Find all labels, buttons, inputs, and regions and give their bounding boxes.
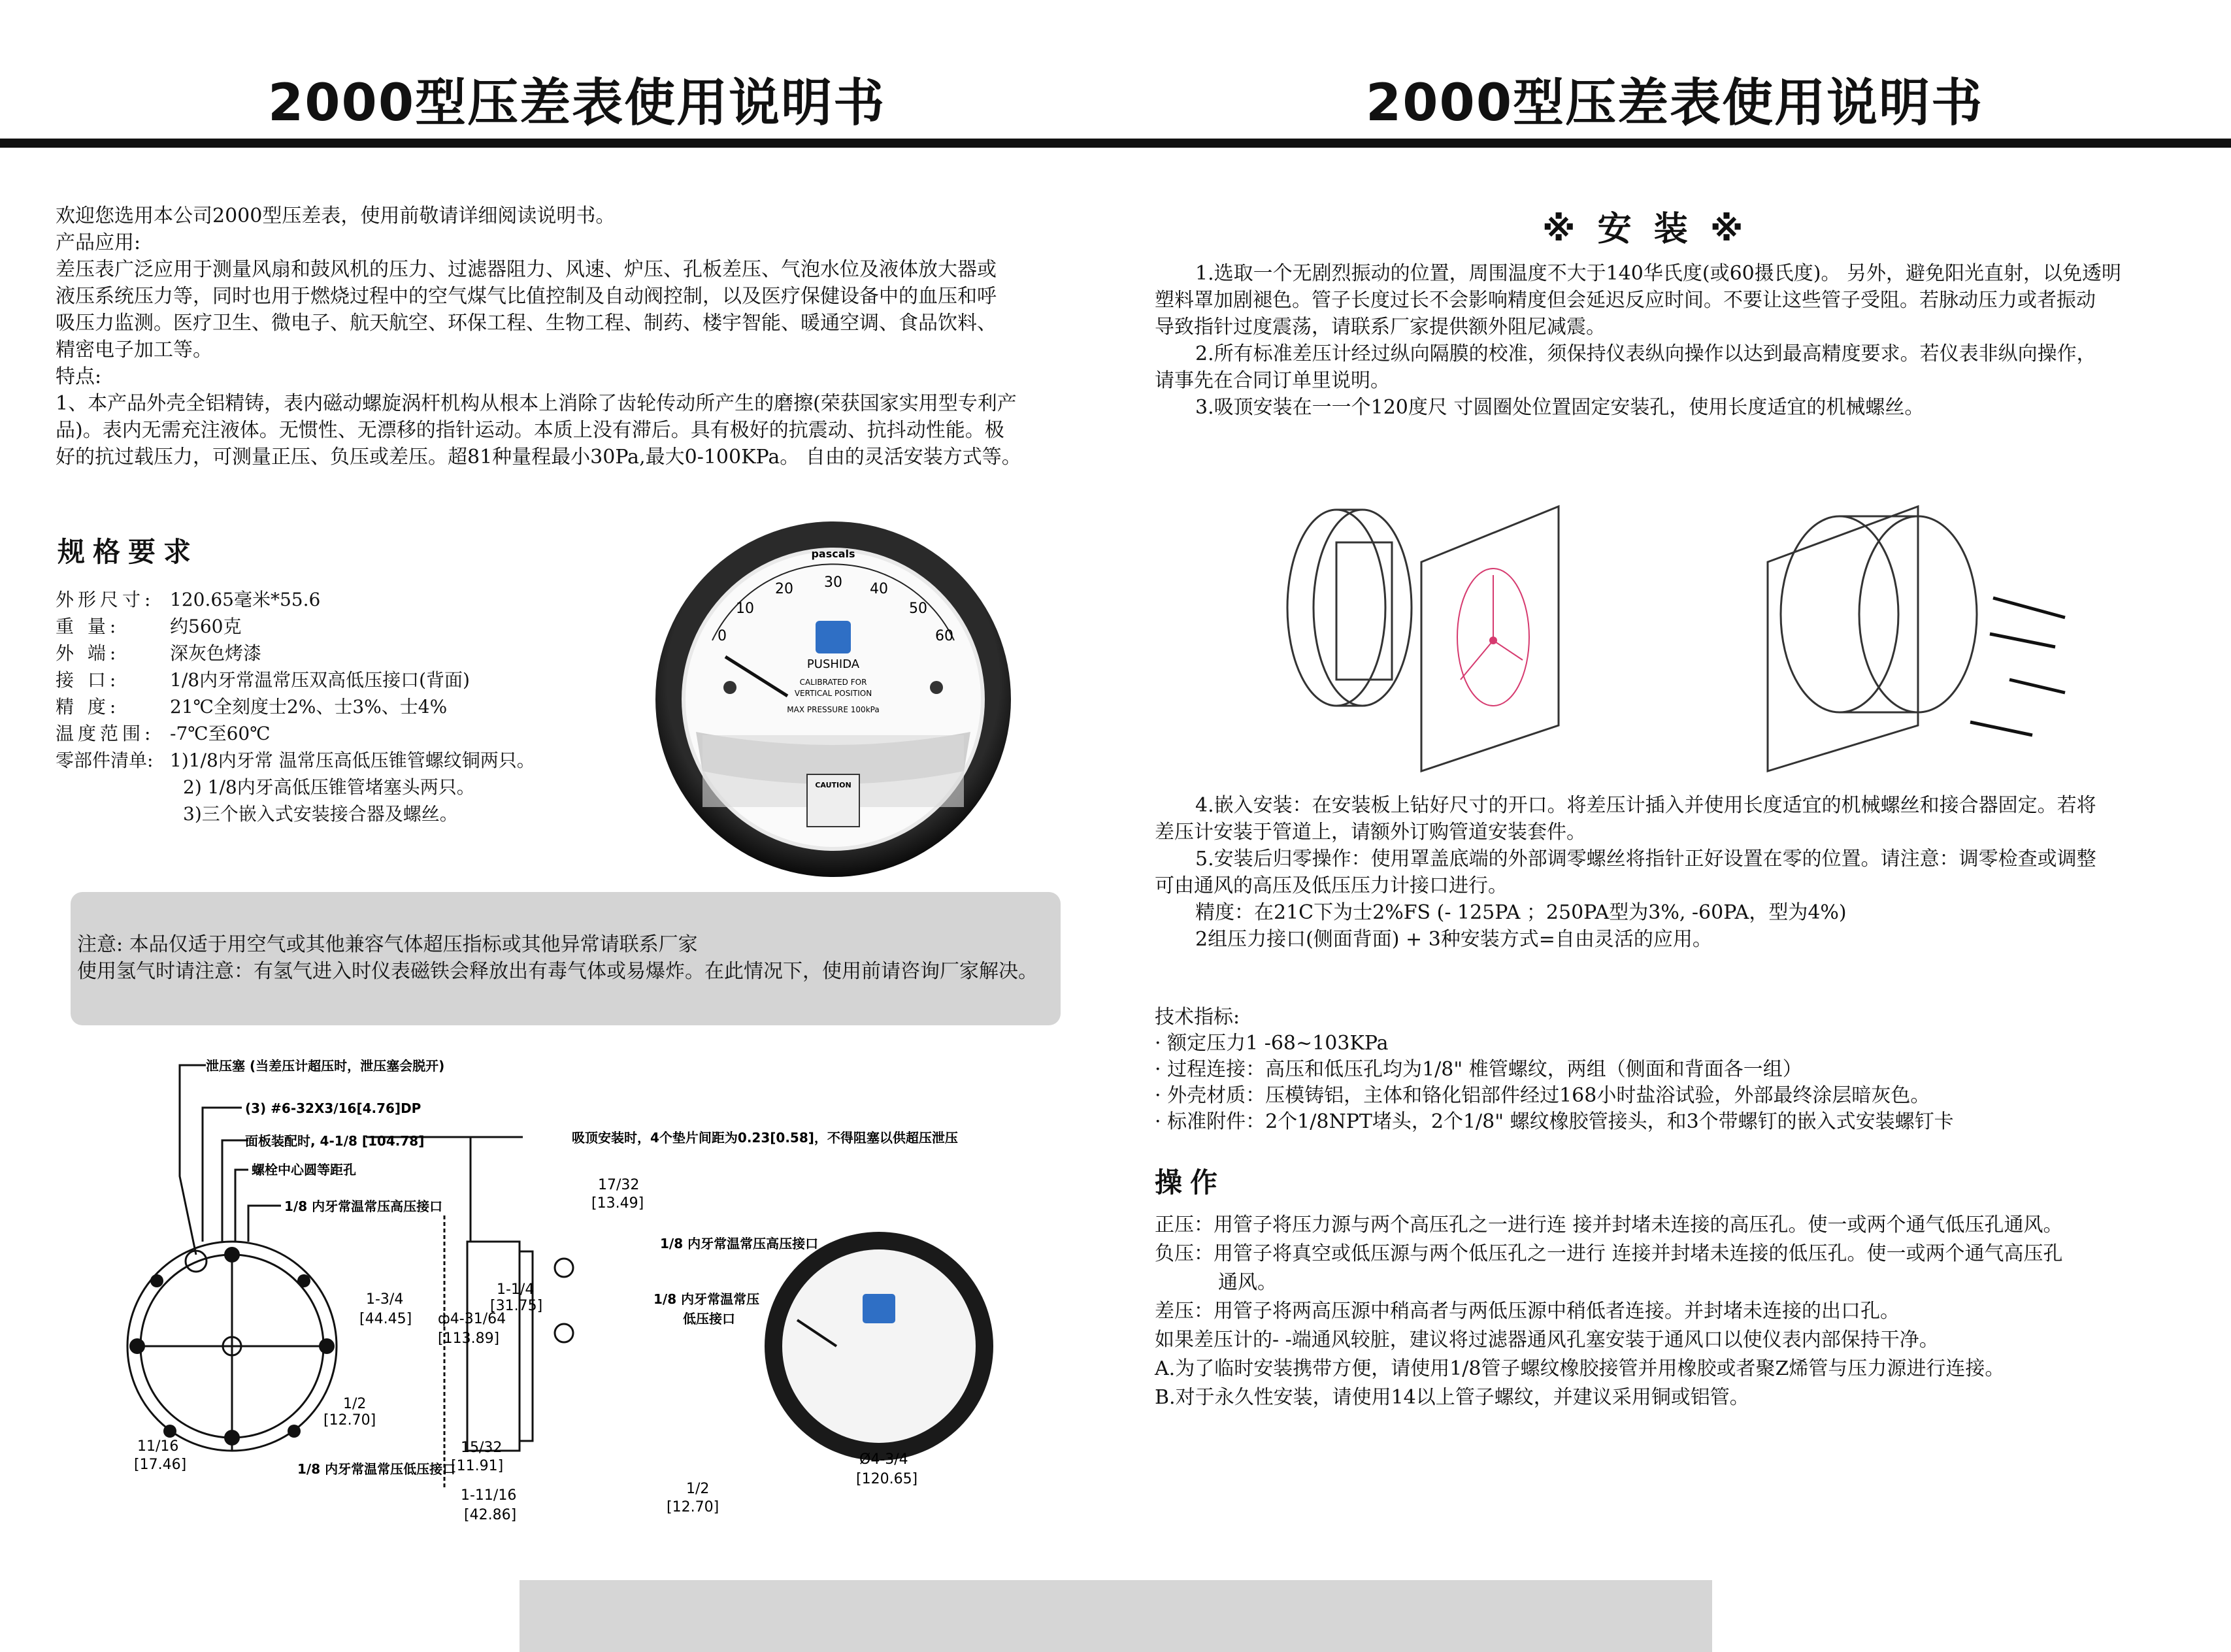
dimension-drawing <box>118 1046 1098 1542</box>
left-title: 2000型压差表使用说明书 <box>268 74 886 133</box>
tech-item: · 标准附件：2个1/8NPT堵头，2个1/8" 螺纹橡胶管接头，和3个带螺钉的嵌入式安装螺钉卡 <box>1155 1110 1954 1133</box>
install-ports: 2组压力接口(侧面背面) + 3种安装方式=自由灵活的应用。 <box>1195 928 1712 951</box>
dim-1-3-4: 1-3/4 <box>366 1291 404 1308</box>
dim-1-2-a: 1/2 <box>343 1396 367 1412</box>
tech-section <box>1155 1004 1954 1135</box>
relief-label: 泄压塞 (当差压计超压时，泄压塞会脱开) <box>206 1058 445 1074</box>
gauge-logo <box>816 621 851 653</box>
spec-key: 接 口: <box>56 669 120 691</box>
low2-label-a: 1/8 内牙常温常压 <box>653 1291 760 1307</box>
operation-line: 负压：用管子将真空或低压源与两个低压孔之一进行 连接并封堵未连接的低压孔。使一或两个通气高压孔 <box>1155 1242 2063 1265</box>
gauge-tick: 20 <box>775 581 793 597</box>
mounting-illustration <box>1264 477 2107 784</box>
gauge-brand: pascals <box>811 548 855 560</box>
spec-value: 1/8内牙常温常压双高低压接口(背面) <box>170 669 470 691</box>
install-precision: 精度：在21C下为士2%FS (- 125PA ；250PA型为3%, -60PA，型为4%) <box>1195 901 1847 924</box>
intro-app-line: 液压系统压力等，同时也用于燃烧过程中的空气煤气比值控制及自动阀控制，以及医疗保健设备中的血压和呼 <box>56 285 997 308</box>
title-divider <box>0 139 2231 148</box>
dim-17-46: [17.46] <box>134 1457 187 1473</box>
spec-extra: 2) 1/8内牙高低压锥管堵塞头两只。 <box>183 776 475 798</box>
spec-heading: 规格要求 <box>58 536 199 568</box>
operation-line: B.对于永久性安装，请使用14以上管子螺纹，并建议采用铜或铝管。 <box>1155 1386 1749 1409</box>
spec-key: 精 度: <box>56 696 120 718</box>
dim-4-31-64: ф4-31/64 <box>438 1311 506 1327</box>
operation-line: 正压：用管子将压力源与两个高压孔之一进行连 接并封堵未连接的高压孔。使一或两个通气低压孔通风。 <box>1155 1214 2063 1236</box>
intro-feature-line: 1、本产品外壳全铝精铸，表内磁动螺旋涡杆机构从根本上消除了齿轮传动所产生的磨擦(荣获国家实用型专利产 <box>56 392 1017 415</box>
intro-features-label: 特点: <box>56 365 102 388</box>
spec-row <box>56 667 535 693</box>
install-line: 可由通风的高压及低压压力计接口进行。 <box>1155 874 1508 897</box>
bolt-label: 螺栓中心圆等距孔 <box>252 1162 356 1178</box>
caution-text: CAUTION <box>815 781 851 789</box>
install-line: 导致指针过度震荡，请联系厂家提供额外阻尼减震。 <box>1155 316 1606 339</box>
spec-row <box>56 693 535 720</box>
install-title: ※ 安 装 ※ <box>1542 210 1749 249</box>
high-port-label: 1/8 内牙常温常压高压接口 <box>284 1198 443 1214</box>
gauge-tick: 10 <box>736 601 754 617</box>
spec-key: 外形尺寸: <box>56 589 155 610</box>
spec-row <box>56 720 535 747</box>
gauge-position: VERTICAL POSITION <box>794 689 872 698</box>
spec-value: 深灰色烤漆 <box>170 642 262 664</box>
intro-feature-line: 好的抗过载压力，可测量正压、负压或差压。超81种量程最小30Pa,最大0-100KPa。 自由的灵活安装方式等。 <box>56 446 1021 469</box>
spec-value: 1)1/8内牙常 温常压高低压锥管螺纹铜两只。 <box>170 750 535 771</box>
gauge-tick: 50 <box>909 601 927 617</box>
operation-heading: 操作 <box>1155 1166 1226 1198</box>
dim-113-89: [113.89] <box>438 1330 500 1347</box>
dim-11-16: 11/16 <box>137 1438 179 1455</box>
dim-120-65: [120.65] <box>856 1471 918 1487</box>
operation-line: 通风。 <box>1218 1271 1277 1294</box>
tech-item: · 外壳材质：压模铸铝，主体和铬化铝部件经过168小时盐浴试验，外部最终涂层暗灰色。 <box>1155 1084 1930 1107</box>
screw-label: (3) #6-32X3/16[4.76]DP <box>245 1100 421 1116</box>
low2-label-b: 低压接口 <box>683 1311 735 1327</box>
spec-row <box>56 640 535 667</box>
operation-line: 差压：用管子将两高压源中稍高者与两低压源中稍低者连接。并封堵未连接的出口孔。 <box>1155 1300 1900 1323</box>
intro-app-line: 差压表广泛应用于测量风扇和鼓风机的压力、过滤器阻力、风速、炉压、孔板差压、气泡水位及液体放大器或 <box>56 258 997 281</box>
install-line: 3.吸顶安装在一一个120度尺 寸圆圈处位置固定安装孔，使用长度适宜的机械螺丝。 <box>1195 396 1925 419</box>
intro-feature-line: 品)。表内无需充注液体。无惯性、无漂移的指针运动。本质上没有滞后。具有极好的抗震动、抗抖动性能。极 <box>56 419 1004 442</box>
gauge-tick: 0 <box>718 628 727 644</box>
spec-key: 零部件清单: <box>56 750 154 771</box>
dim-17-32: 17/32 <box>598 1177 640 1193</box>
dim-44-45: [44.45] <box>359 1311 412 1327</box>
install-line: 4.嵌入安装：在安装板上钻好尺寸的开口。将差压计插入并使用长度适宜的机械螺丝和接合器固定。若将 <box>1195 794 2096 817</box>
install-line: 塑料罩加剧褪色。管子长度过长不会影响精度但会延迟反应时间。不要让这些管子受阻。若脉动压力或者振动 <box>1155 289 2096 312</box>
install-paragraphs <box>1155 260 2121 421</box>
install-line: 差压计安装于管道上，请额外订购管道安装套件。 <box>1155 821 1586 844</box>
intro-app-line: 吸压力监测。医疗卫生、微电子、航天航空、环保工程、生物工程、制药、楼宇智能、暖通空调、食品饮料、 <box>56 312 997 335</box>
dim-1-1-4: 1-1/4 <box>497 1281 535 1298</box>
high2-label: 1/8 内牙常温常压高压接口 <box>660 1236 819 1251</box>
dim-12-70-a: [12.70] <box>323 1412 376 1429</box>
spec-value: 约560克 <box>170 616 242 637</box>
install-line: 2.所有标准差压计经过纵向隔膜的校准，须保持仪表纵向操作以达到最高精度要求。若仪表非纵向操作， <box>1195 342 2096 365</box>
operation-line: A.为了临时安装携带方便，请使用1/8管子螺纹橡胶接管并用橡胶或者聚Z烯管与压力源进行连接。 <box>1155 1357 2005 1380</box>
operation-line: 如果差压计的- -端通风较脏，建议将过滤器通风孔塞安装于通风口以使仪表内部保持干净。 <box>1155 1329 1939 1351</box>
dim-11-91: [11.91] <box>451 1458 504 1474</box>
gauge-photo <box>650 516 1016 882</box>
intro-app-label: 产品应用: <box>56 231 141 254</box>
gauge-max: MAX PRESSURE 100kPa <box>787 705 880 714</box>
spec-extra: 3)三个嵌入式安装接合器及螺丝。 <box>183 803 458 825</box>
install-line: 请事先在合同订单里说明。 <box>1155 369 1390 392</box>
gauge-tick: 60 <box>935 628 953 644</box>
dim-1-11-16: 1-11/16 <box>461 1487 517 1504</box>
spec-key: 温度范围: <box>56 723 155 744</box>
dim-12-70-b: [12.70] <box>667 1499 719 1515</box>
intro-welcome: 欢迎您选用本公司2000型压差表，使用前敬请详细阅读说明书。 <box>56 205 616 227</box>
dim-15-32: 15/32 <box>461 1440 503 1456</box>
tech-label: 技术指标: <box>1155 1006 1240 1029</box>
spec-row <box>56 747 535 774</box>
install-line: 1.选取一个无剧烈振动的位置，周围温度不大于140华氏度(或60摄氏度)。 另外，避免阳光直射，以免透明 <box>1195 262 2122 285</box>
intro-app-line: 精密电子加工等。 <box>56 339 212 361</box>
low-port-label: 1/8 内牙常温常压低压接口 <box>297 1461 456 1477</box>
suction-label: 吸顶安装时，4个垫片间距为0.23[0.58]，不得阻塞以供超压泄压 <box>572 1130 958 1146</box>
dim-31-75: [31.75] <box>490 1298 543 1314</box>
spec-key: 重 量: <box>56 616 120 637</box>
gauge-name: PUSHIDA <box>806 657 860 671</box>
spec-row <box>56 613 535 640</box>
right-title: 2000型压差表使用说明书 <box>1366 74 1984 133</box>
gauge-tick: 30 <box>824 574 842 591</box>
gauge-tick: 40 <box>870 581 888 597</box>
dim-1-2-b: 1/2 <box>686 1481 710 1497</box>
dim-4-3-4: Ø4-3/4 <box>859 1451 908 1468</box>
spec-value: 21℃全刻度士2%、士3%、士4% <box>170 696 448 718</box>
panel-label: 面板装配时, 4-1/8 [104.78] <box>245 1133 425 1149</box>
dim-13-49: [13.49] <box>591 1195 644 1212</box>
dim-42-86: [42.86] <box>464 1507 517 1523</box>
tech-item: · 过程连接：高压和低压孔均为1/8" 椎管螺纹，两组（侧面和背面各一组） <box>1155 1058 1802 1081</box>
install-paragraphs-2 <box>1155 792 2096 953</box>
spec-key: 外 端: <box>56 642 120 664</box>
spec-row <box>56 586 535 613</box>
bottom-bar <box>520 1580 1712 1652</box>
gauge-calibrated: CALIBRATED FOR <box>799 678 867 687</box>
notice-line: 注意: 本品仅适于用空气或其他兼容气体超压指标或其他异常请联系厂家 <box>77 933 698 956</box>
spec-value: 120.65毫米*55.6 <box>170 589 321 610</box>
tech-item: · 额定压力1 -68~103KPa <box>1155 1032 1389 1055</box>
spec-value: -7℃至60℃ <box>170 723 271 744</box>
spec-list <box>56 586 535 827</box>
install-line: 5.安装后归零操作：使用罩盖底端的外部调零螺丝将指针正好设置在零的位置。请注意：调零检查或调整 <box>1195 848 2096 870</box>
notice-line: 使用氢气时请注意：有氢气进入时仪表磁铁会释放出有毒气体或易爆炸。在此情况下，使用前请咨询厂家解决。 <box>77 960 1038 983</box>
operation-section <box>1155 1211 2063 1412</box>
